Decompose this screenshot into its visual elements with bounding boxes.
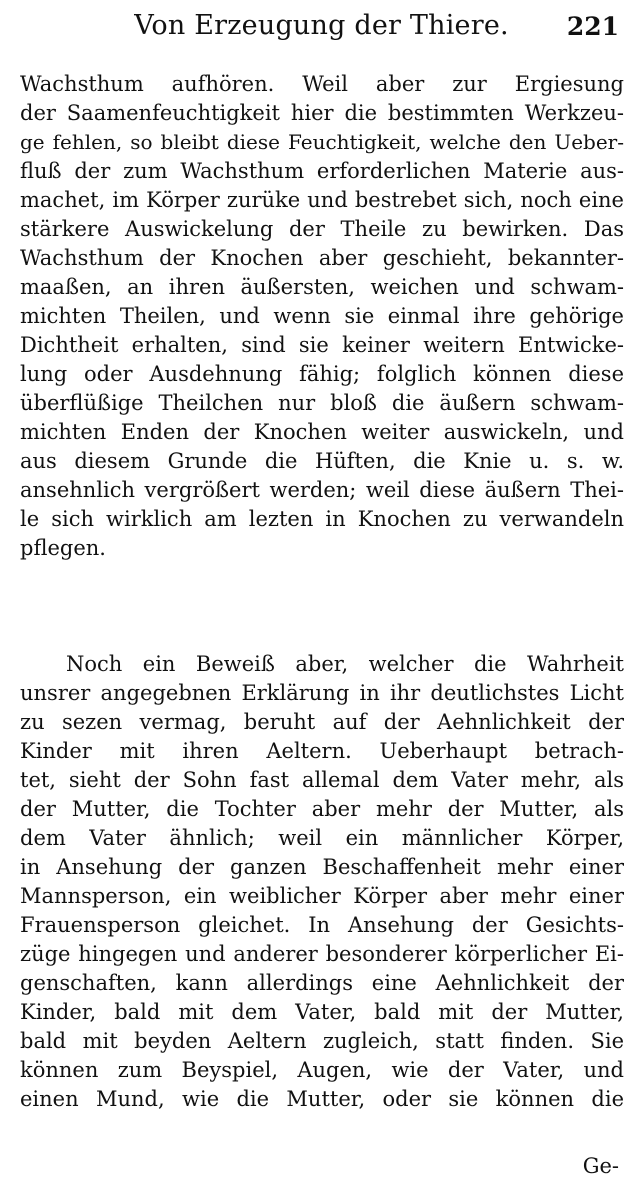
text-line: michten Theilen, und wenn sie einmal ihre gehörige — [20, 304, 624, 328]
text-line: machet, im Körper zurüke und bestrebet sich, noch eine — [20, 188, 624, 212]
text-line: stärkere Auswickelung der Theile zu bewirken. Das — [20, 217, 624, 241]
text-line: Dichtheit erhalten, sind sie keiner weitern Entwicke- — [20, 333, 624, 357]
paragraph-2 — [20, 650, 624, 1114]
text-line: Mannsperson, ein weiblicher Körper aber mehr einer — [20, 884, 624, 908]
page-number: 221 — [566, 12, 619, 41]
text-line: der Saamenfeuchtigkeit hier die bestimmten Werkzeu- — [20, 101, 624, 125]
text-line: bald mit beyden Aeltern zugleich, statt finden. Sie — [20, 1029, 624, 1053]
text-line: Wachsthum aufhören. Weil aber zur Ergiesung — [20, 72, 624, 96]
page-header — [22, 6, 621, 50]
text-line: genschaften, kann allerdings eine Aehnlichkeit der — [20, 971, 624, 995]
running-head: Von Erzeugung der Thiere. — [134, 10, 509, 41]
text-line: züge hingegen und anderer besonderer körperlicher Ei- — [20, 942, 624, 966]
text-line: le sich wirklich am lezten in Knochen zu verwandeln — [20, 507, 624, 531]
catchword: Ge- — [582, 1154, 619, 1178]
text-line: Noch ein Beweiß aber, welcher die Wahrheit — [66, 652, 624, 676]
text-line: pflegen. — [20, 536, 106, 560]
text-line: fluß der zum Wachsthum erforderlichen Materie aus- — [20, 159, 624, 183]
text-line: Kinder mit ihren Aeltern. Ueberhaupt betrach- — [20, 739, 624, 763]
text-line: michten Enden der Knochen weiter auswickeln, und — [20, 420, 624, 444]
text-line: ge fehlen, so bleibt diese Feuchtigkeit, welche den Ueber- — [20, 130, 624, 154]
text-line: tet, sieht der Sohn fast allemal dem Vater mehr, als — [20, 768, 624, 792]
text-line: in Ansehung der ganzen Beschaffenheit mehr einer — [20, 855, 624, 879]
text-line: der Mutter, die Tochter aber mehr der Mutter, als — [20, 797, 624, 821]
text-line: dem Vater ähnlich; weil ein männlicher Körper, — [20, 826, 624, 850]
text-line: können zum Beyspiel, Augen, wie der Vater, und — [20, 1058, 624, 1082]
text-line: unsrer angegebnen Erklärung in ihr deutlichstes Licht — [20, 681, 624, 705]
text-line: überflüßige Theilchen nur bloß die äußern schwam- — [20, 391, 624, 415]
text-line: Wachsthum der Knochen aber geschieht, bekannter- — [20, 246, 624, 270]
paragraph-1 — [20, 70, 624, 563]
text-line: Frauensperson gleichet. In Ansehung der Gesichts- — [20, 913, 624, 937]
text-line: Kinder, bald mit dem Vater, bald mit der Mutter, — [20, 1000, 624, 1024]
text-line: lung oder Ausdehnung fähig; folglich können diese — [20, 362, 624, 386]
text-line: zu sezen vermag, beruht auf der Aehnlichkeit der — [20, 710, 624, 734]
text-line: einen Mund, wie die Mutter, oder sie können die — [20, 1087, 624, 1111]
text-line: maaßen, an ihren äußersten, weichen und schwam- — [20, 275, 624, 299]
text-line: aus diesem Grunde die Hüften, die Knie u. s. w. — [20, 449, 624, 473]
text-line: ansehnlich vergrößert werden; weil diese äußern Thei- — [20, 478, 624, 502]
